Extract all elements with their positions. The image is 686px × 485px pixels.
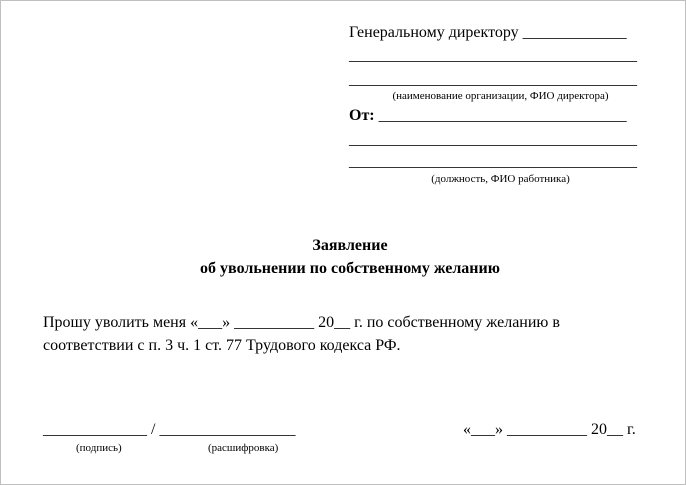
document-subtitle: об увольнении по собственному желанию xyxy=(200,260,500,277)
sender-blank-line-2: ____________________________________ xyxy=(349,131,637,148)
body-line-2: соответствии с п. 3 ч. 1 ст. 77 Трудового кодекса РФ. xyxy=(43,337,401,354)
decoding-caption: (расшифровка) xyxy=(208,442,279,454)
document-title: Заявление xyxy=(312,237,388,254)
body-line-1: Прошу уволить меня «___» __________ 20__ г. по собственному желанию в xyxy=(43,314,560,331)
date-line: «___» __________ 20__ г. xyxy=(463,421,636,438)
sender-caption: (должность, ФИО работника) xyxy=(431,173,570,185)
sender-from-blank: _______________________________ xyxy=(374,107,627,124)
signature-caption: (подпись) xyxy=(76,442,122,454)
sender-from-label: От: xyxy=(349,107,375,124)
addressee-caption: (наименование организации, ФИО директора) xyxy=(392,90,609,102)
addressee-to-line: Генеральному директору _____________ xyxy=(349,24,627,41)
signature-line: _____________ / _________________ xyxy=(43,421,296,438)
addressee-blank-line-2: ____________________________________ xyxy=(349,47,637,64)
sender-blank-line-3: ____________________________________ xyxy=(349,153,637,170)
addressee-blank-line-3: ____________________________________ xyxy=(349,71,637,88)
sender-line xyxy=(349,107,627,125)
